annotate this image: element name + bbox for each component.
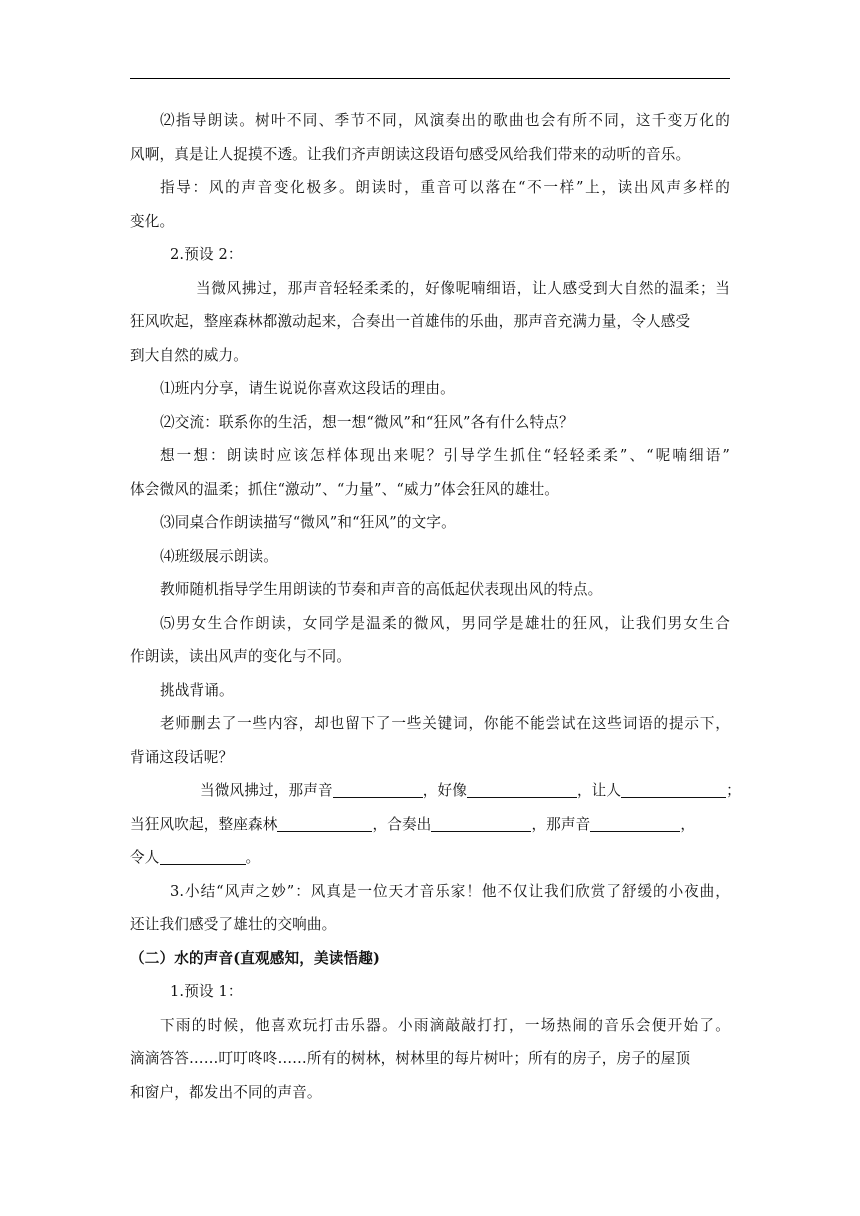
header-rule [130, 78, 730, 79]
fill-text: ， [680, 815, 696, 833]
answer-blank[interactable] [467, 783, 577, 798]
paragraph-line: ⑵指导朗读。树叶不同、季节不同，风演奏出的歌曲也会有所不同，这千变万化的 [160, 112, 730, 129]
summary-line: 还让我们感受了雄壮的交响曲。 [130, 916, 337, 933]
fill-text: ，让人 [576, 782, 622, 799]
summary-line: 3.小结“风声之妙”：风真是一位天才音乐家！他不仅让我们欣赏了舒缓的小夜曲， [170, 882, 730, 900]
paragraph-line: 指导：风的声音变化极多。朗读时，重音可以落在“不一样”上，读出风声多样的 [160, 179, 730, 196]
preset-heading: 1.预设 1： [170, 983, 243, 1000]
fill-text: ，那声音 [531, 815, 591, 833]
fill-text: 。 [245, 849, 261, 866]
quote-line: 到大自然的威力。 [130, 346, 248, 364]
fill-text: 当微风拂过，那声音 [200, 782, 333, 799]
paragraph-line: 下雨的时候，他喜欢玩打击乐器。小雨滴敲敲打打，一场热闹的音乐会便开始了。 [160, 1016, 730, 1034]
paragraph-line: 想一想：朗读时应该怎样体现出来呢？引导学生抓住“轻轻柔柔”、“呢喃细语” [160, 447, 730, 464]
fill-text: 令人 [130, 849, 160, 866]
paragraph-line: 作朗读，读出风声的变化与不同。 [130, 648, 352, 665]
document-body [130, 104, 741, 1109]
answer-blank[interactable] [160, 850, 246, 865]
paragraph-line: ⑶同桌合作朗读描写“微风”和“狂风”的文字。 [160, 514, 456, 531]
fill-blank-line [130, 841, 730, 875]
fill-text: 当狂风吹起，整座森林 [130, 815, 278, 833]
paragraph-line: ⑷班级展示朗读。 [160, 547, 278, 565]
paragraph-line: 风啊，真是让人捉摸不透。让我们齐声朗读这段语句感受风给我们带来的动听的音乐。 [130, 145, 691, 163]
paragraph-line: 变化。 [130, 212, 175, 230]
answer-blank[interactable] [590, 817, 680, 832]
paragraph-line: ⑵交流：联系你的生活，想一想“微风”和“狂风”各有什么特点？ [160, 413, 574, 431]
paragraph-line: ⑴班内分享，请生说说你喜欢这段话的理由。 [160, 380, 455, 397]
paragraph-line: 滴滴答答……叮叮咚咚……所有的树林，树林里的每片树叶；所有的房子，房子的屋顶 [130, 1050, 691, 1067]
answer-blank[interactable] [621, 783, 726, 798]
section-heading: （二）水的声音(直观感知，美读悟趣) [130, 949, 381, 967]
preset-heading: 2.预设 2： [170, 246, 243, 263]
fill-text: ，好像 [422, 782, 467, 799]
fill-blank-line [130, 774, 741, 808]
answer-blank[interactable] [333, 783, 423, 798]
paragraph-line: 体会微风的温柔；抓住“激动”、“力量”、“威力”体会狂风的雄壮。 [130, 480, 560, 498]
fill-blank-line [130, 808, 730, 842]
paragraph-line: 挑战背诵。 [160, 681, 234, 699]
paragraph-line: 和窗户，都发出不同的声音。 [130, 1083, 322, 1101]
paragraph-line: 背诵这段话呢？ [130, 748, 234, 766]
answer-blank[interactable] [277, 817, 372, 832]
paragraph-line: 教师随机指导学生用朗读的节奏和声音的高低起伏表现出风的特点。 [160, 581, 603, 598]
answer-blank[interactable] [431, 817, 531, 832]
fill-text: ； [726, 782, 741, 799]
quote-line: 当微风拂过，那声音轻轻柔柔的，好像呢喃细语，让人感受到大自然的温柔；当 [196, 279, 730, 297]
quote-line: 狂风吹起，整座森林都激动起来，合奏出一首雄伟的乐曲，那声音充满力量，令人感受 [130, 313, 691, 330]
paragraph-line: 老师删去了一些内容，却也留下了一些关键词，你能不能尝试在这些词语的提示下， [160, 715, 730, 732]
fill-text: ，合奏出 [372, 815, 432, 833]
paragraph-line: ⑸男女生合作朗读，女同学是温柔的微风，男同学是雄壮的狂风，让我们男女生合 [160, 614, 730, 632]
